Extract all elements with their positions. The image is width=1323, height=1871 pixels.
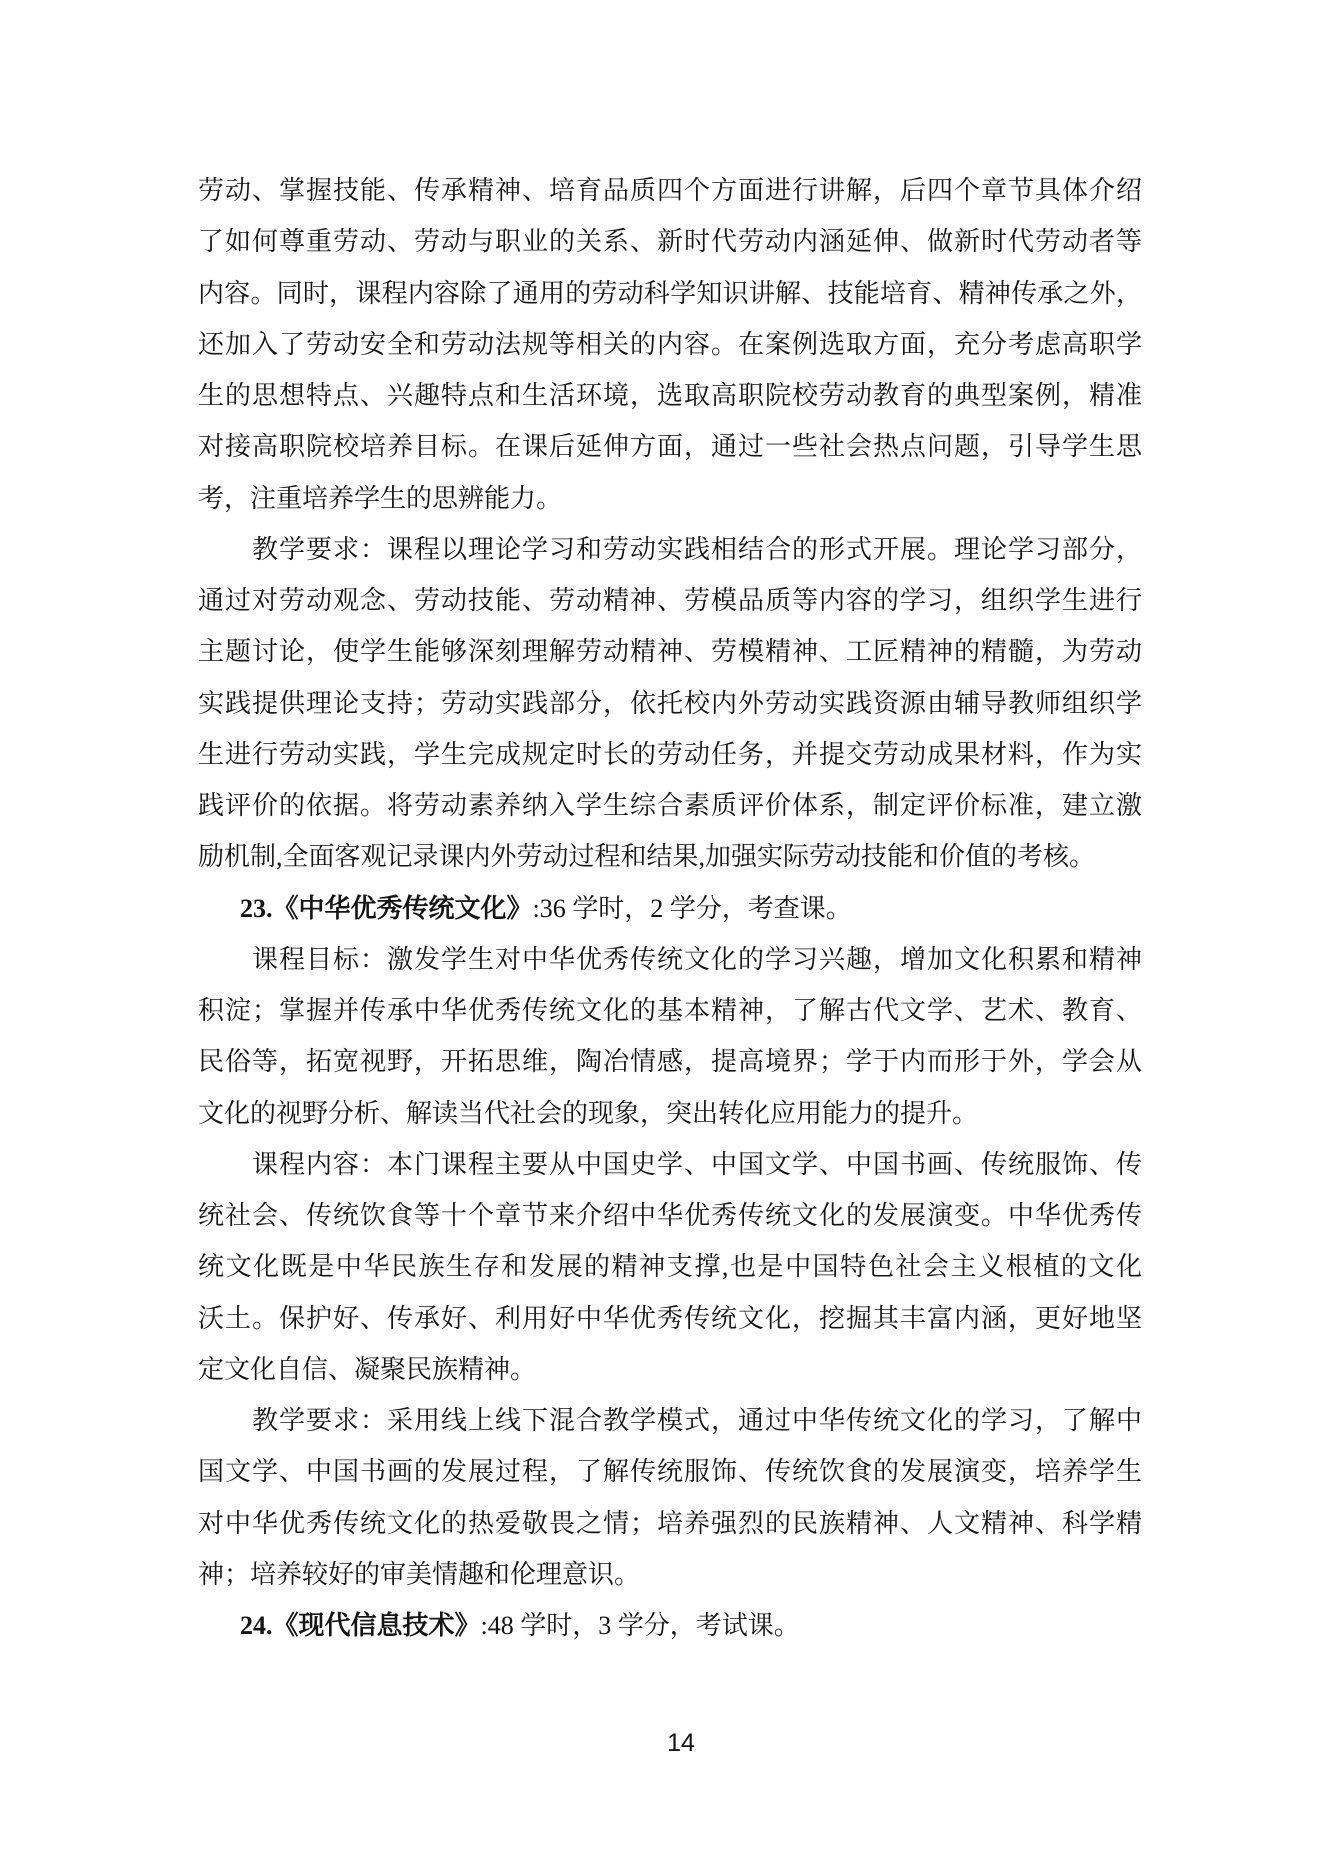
text-line: 生的思想特点、兴趣特点和生活环境，选取高职院校劳动教育的典型案例，精准 [198,381,1142,410]
text-line: 民俗等，拓宽视野，开拓思维，陶冶情感，提高境界；学于内而形于外，学会从 [198,1047,1142,1077]
course-heading-info: :48 学时，3 学分，考试课。 [480,1611,800,1640]
course-heading-line [198,1600,1142,1651]
course-heading-title: 23.《中华优秀传统文化》 [240,893,533,923]
text-line: 了如何尊重劳动、劳动与职业的关系、新时代劳动内涵延伸、做新时代劳动者等 [198,227,1142,257]
text-line: 还加入了劳动安全和劳动法规等相关的内容。在案例选取方面，充分考虑高职学 [198,329,1142,359]
course-heading-line [198,883,1142,934]
text-line: 文化的视野分析、解读当代社会的现象，突出转化应用能力的提升。 [198,1098,979,1128]
text-line: 生进行劳动实践，学生完成规定时长的劳动任务，并提交劳动成果材料，作为实 [198,739,1142,769]
text-line: 主题讨论，使学生能够深刻理解劳动精神、劳模精神、工匠精神的精髓，为劳动 [198,637,1142,667]
text-line: 教学要求：课程以理论学习和劳动实践相结合的形式开展。理论学习部分， [252,534,1142,564]
text-line: 沃土。保护好、传承好、利用好中华优秀传统文化，挖掘其丰富内涵，更好地坚 [198,1303,1142,1333]
text-line: 定文化自信、凝聚民族精神。 [198,1354,537,1384]
text-line: 实践提供理论支持；劳动实践部分，依托校内外劳动实践资源由辅导教师组织学 [198,688,1142,718]
text-line: 内容。同时，课程内容除了通用的劳动科学知识讲解、技能培育、精神传承之外， [198,278,1142,308]
course-heading-info: :36 学时，2 学分，考查课。 [532,893,852,923]
text-line: 践评价的依据。将劳动素养纳入学生综合素质评价体系，制定评价标准，建立激 [198,791,1142,820]
text-line: 课程内容：本门课程主要从中国史学、中国文学、中国书画、传统服饰、传 [252,1149,1142,1179]
document-body [198,165,1142,1651]
text-line: 国文学、中国书画的发展过程，了解传统服饰、传统饮食的发展演变，培养学生 [198,1457,1142,1487]
text-line: 通过对劳动观念、劳动技能、劳动精神、劳模品质等内容的学习，组织学生进行 [198,586,1142,615]
text-line: 考，注重培养学生的思辨能力。 [198,483,563,513]
text-line: 积淀；掌握并传承中华优秀传统文化的基本精神，了解古代文学、艺术、教育、 [198,996,1142,1025]
text-line: 对中华优秀传统文化的热爱敬畏之情；培养强烈的民族精神、人文精神、科学精 [198,1508,1142,1538]
text-line: 对接高职院校培养目标。在课后延伸方面，通过一些社会热点问题，引导学生思 [198,432,1142,462]
text-line: 劳动、掌握技能、传承精神、培育品质四个方面进行讲解，后四个章节具体介绍 [198,176,1142,205]
text-line: 统社会、传统饮食等十个章节来介绍中华优秀传统文化的发展演变。中华优秀传 [198,1201,1142,1230]
text-line: 神；培养较好的审美情趣和伦理意识。 [198,1559,641,1589]
page-number: 14 [667,1729,695,1757]
text-line: 统文化既是中华民族生存和发展的精神支撑,也是中国特色社会主义根植的文化 [198,1252,1142,1282]
text-line: 励机制,全面客观记录课内外劳动过程和结果,加强实际劳动技能和价值的考核。 [198,842,1096,872]
course-heading-title: 24.《现代信息技术》 [240,1611,481,1640]
text-line: 教学要求：采用线上线下混合教学模式，通过中华传统文化的学习，了解中 [252,1406,1142,1435]
text-line: 课程目标：激发学生对中华优秀传统文化的学习兴趣，增加文化积累和精神 [252,944,1142,974]
